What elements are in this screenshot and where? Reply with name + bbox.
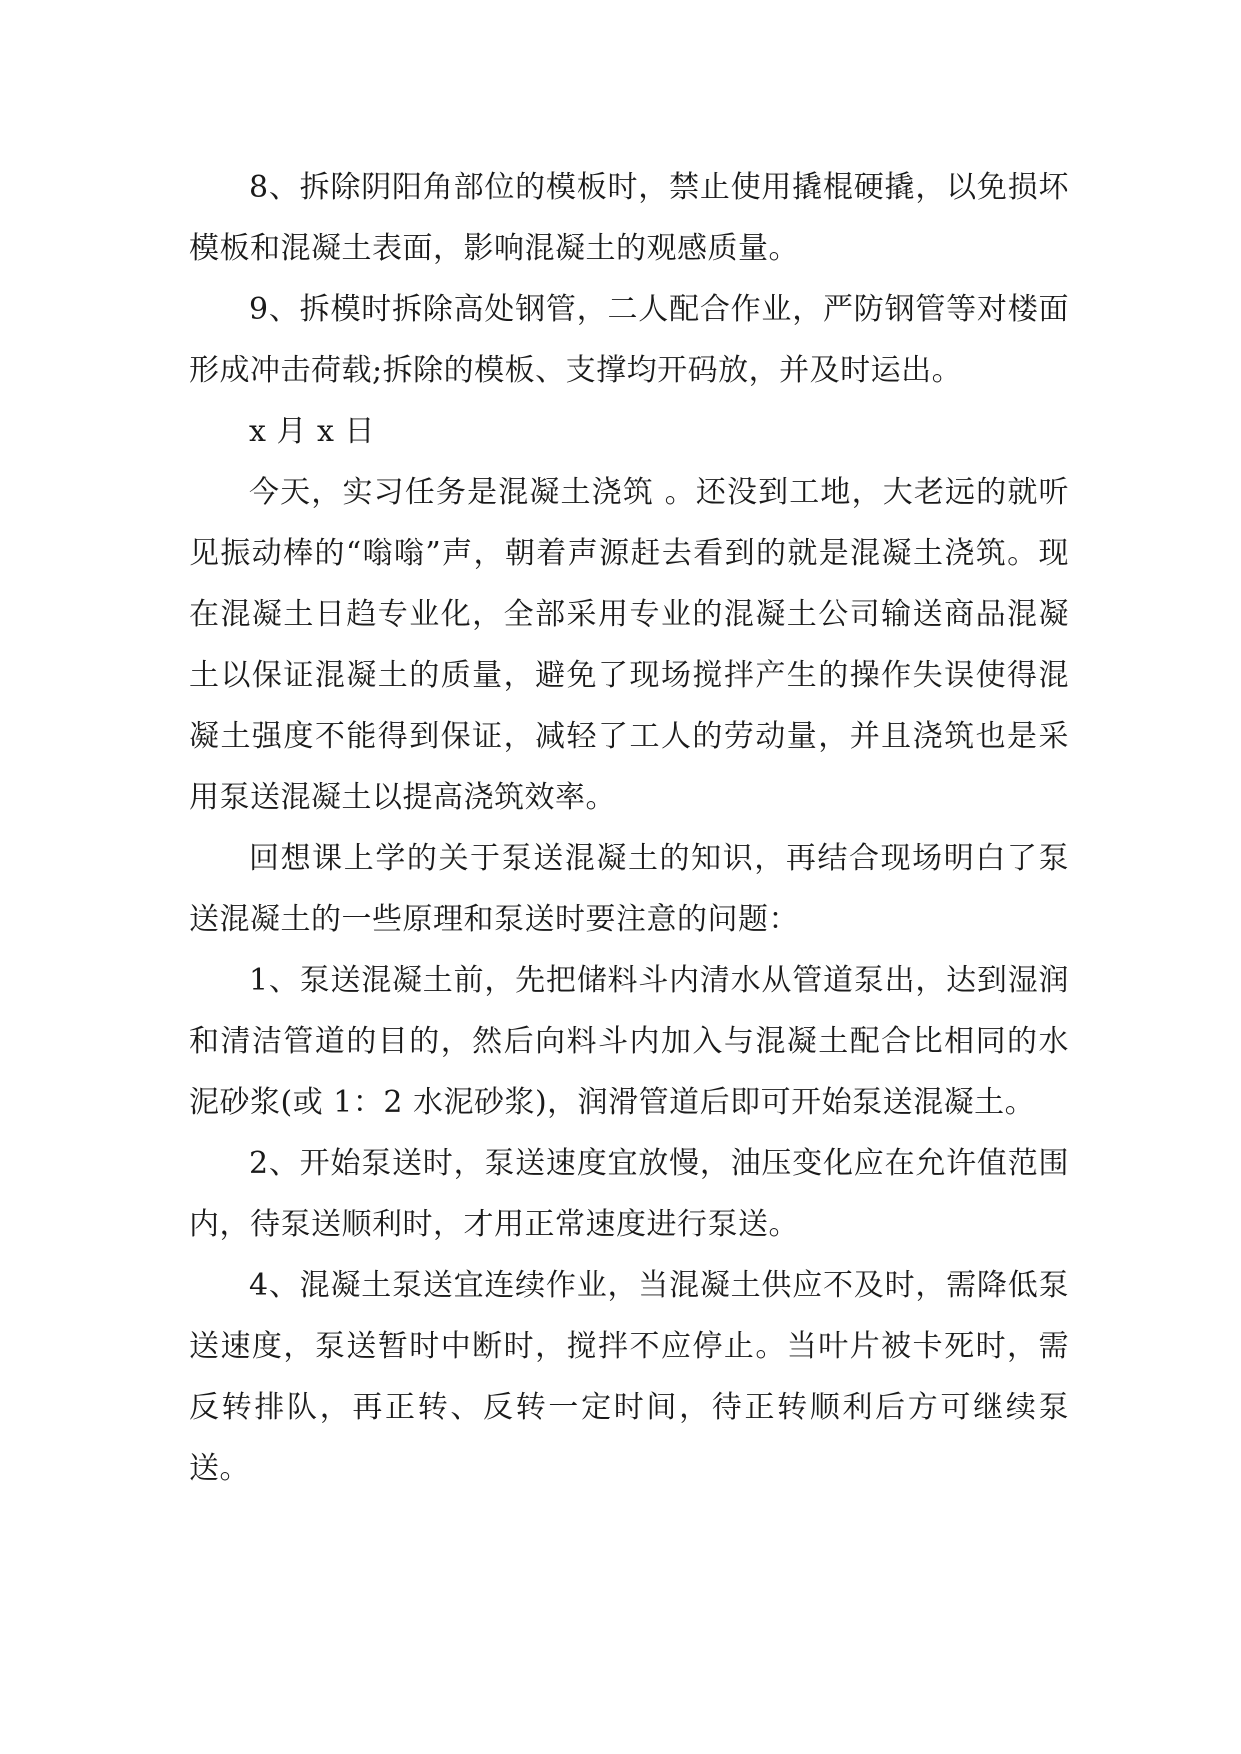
paragraph-date: x 月 x 日 <box>249 414 375 449</box>
paragraph-pumping-step-4: 4、混凝土泵送宜连续作业，当混凝土供应不及时，需降低泵送速度，泵送暂时中断时，搅拌不应停止。当叶片被卡死时，需反转排队，再正转、反转一定时间，待正转顺利后方可继续泵送。 <box>189 1268 1069 1486</box>
paragraph-concrete-pouring: 今天，实习任务是混凝土浇筑 。还没到工地，大老远的就听见振动棒的“嗡嗡”声，朝着声源赶去看到的就是混凝土浇筑。现在混凝土日趋专业化，全部采用专业的混凝土公司输送商品混凝土以保证混凝土的质量，避免了现场搅拌产生的操作失误使得混凝土强度不能得到保证，减轻了工人的劳动量，并且浇筑也是采用泵送混凝土以提高浇筑效率。 <box>189 475 1069 815</box>
paragraph-pumping-step-1: 1、泵送混凝土前，先把储料斗内清水从管道泵出，达到湿润和清洁管道的目的，然后向料斗内加入与混凝土配合比相同的水泥砂浆(或 1：2 水泥砂浆)，润滑管道后即可开始泵送混凝土。 <box>189 963 1069 1120</box>
paragraph-formwork-steel-pipe: 9、拆模时拆除高处钢管，二人配合作业，严防钢管等对楼面形成冲击荷载;拆除的模板、支撑均开码放，并及时运出。 <box>189 292 1069 388</box>
document-body <box>189 157 1069 1499</box>
paragraph-pumping-intro: 回想课上学的关于泵送混凝土的知识，再结合现场明白了泵送混凝土的一些原理和泵送时要注意的问题： <box>189 841 1069 937</box>
paragraph-formwork-corner: 8、拆除阴阳角部位的模板时，禁止使用撬棍硬撬，以免损坏模板和混凝土表面，影响混凝土的观感质量。 <box>189 170 1069 266</box>
paragraph-pumping-step-2: 2、开始泵送时，泵送速度宜放慢，油压变化应在允许值范围内，待泵送顺利时，才用正常速度进行泵送。 <box>189 1146 1069 1242</box>
